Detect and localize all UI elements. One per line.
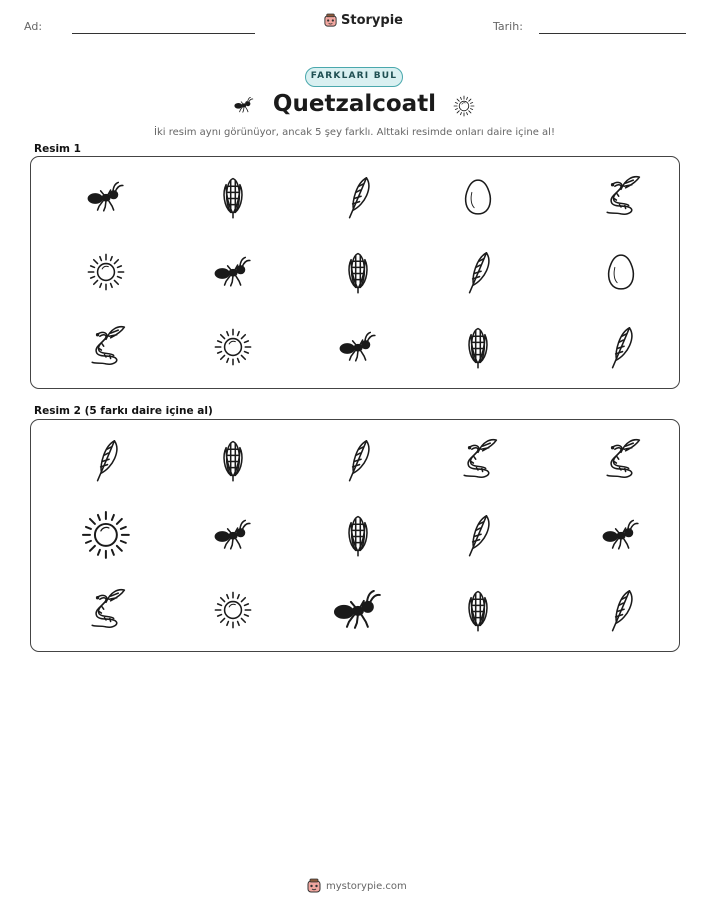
name-label: Ad:: [24, 20, 43, 33]
picture1-feather-icon: [335, 174, 381, 220]
picture2-label: Resim 2 (5 farkı daire içine al): [34, 405, 213, 417]
picture2-serpent-icon[interactable]: [455, 437, 501, 483]
title-sun-icon: [451, 93, 477, 119]
footer: [306, 878, 407, 894]
picture1-serpent-icon: [83, 324, 129, 370]
picture2-ant-icon[interactable]: [210, 512, 256, 558]
picture2-ant-icon[interactable]: [328, 580, 388, 640]
worksheet-badge: FARKLARI BUL: [305, 67, 403, 87]
picture2-corn-icon[interactable]: [335, 512, 381, 558]
picture1-sun-icon: [210, 324, 256, 370]
storypie-mascot-icon: [323, 13, 338, 28]
picture1-feather-icon: [455, 249, 501, 295]
picture2-feather-icon[interactable]: [455, 512, 501, 558]
picture2-feather-icon[interactable]: [335, 437, 381, 483]
footer-site: mystorypie.com: [326, 880, 407, 892]
brand-name: Storypie: [341, 13, 403, 28]
date-label: Tarih:: [493, 20, 523, 33]
page-title: Quetzalcoatl: [272, 91, 437, 117]
picture2-corn-icon[interactable]: [455, 587, 501, 633]
picture1-corn-icon: [455, 324, 501, 370]
picture1-egg-icon: [598, 249, 644, 295]
picture2-ant-icon[interactable]: [598, 512, 644, 558]
instructions: İki resim aynı görünüyor, ancak 5 şey farklı. Alttaki resimde onları daire içine al!: [154, 127, 555, 138]
picture2-serpent-icon[interactable]: [598, 437, 644, 483]
storypie-mascot-icon: [306, 878, 322, 894]
picture1-serpent-icon: [598, 174, 644, 220]
picture2-feather-icon[interactable]: [83, 437, 129, 483]
picture2-serpent-icon[interactable]: [83, 587, 129, 633]
picture1-feather-icon: [598, 324, 644, 370]
picture2-corn-icon[interactable]: [210, 437, 256, 483]
picture2-sun-icon[interactable]: [76, 505, 136, 565]
picture1-ant-icon: [210, 249, 256, 295]
picture1-ant-icon: [83, 174, 129, 220]
picture2-feather-icon[interactable]: [598, 587, 644, 633]
picture1-panel: [30, 156, 680, 389]
picture1-corn-icon: [210, 174, 256, 220]
picture1-label: Resim 1: [34, 143, 81, 155]
date-line: [539, 33, 686, 34]
picture1-corn-icon: [335, 249, 381, 295]
picture1-egg-icon: [455, 174, 501, 220]
picture1-sun-icon: [83, 249, 129, 295]
picture2-panel[interactable]: [30, 419, 680, 652]
name-line: [72, 33, 255, 34]
brand-logo: [323, 13, 403, 28]
picture2-sun-icon[interactable]: [210, 587, 256, 633]
picture1-ant-icon: [335, 324, 381, 370]
